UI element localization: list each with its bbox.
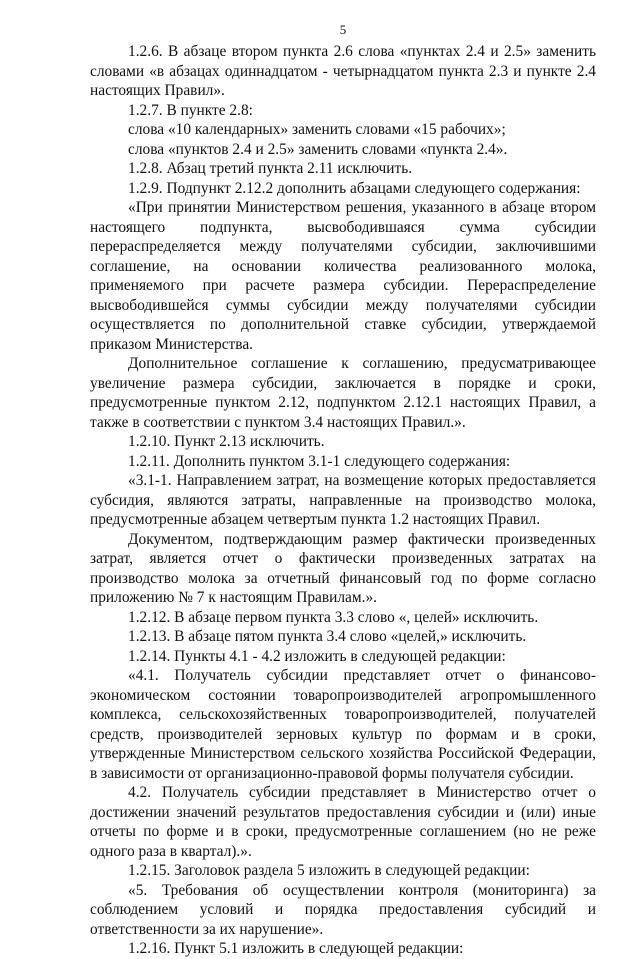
paragraph: «При принятии Министерством решения, указанного в абзаце втором настоящего подпункта, высвободившаяся сумма субсидии перераспределяется между получателями субсидии, заключившими соглашение, на основании количества реализованного молока, применяемого при расчете размера субсидии. Перераспределение высвободившейся суммы субсидии между получателями субсидии осуществляется по дополнительной ставке субсидии, утверждаемой приказом Министерства. xyxy=(90,199,596,353)
paragraph: 1.2.13. В абзаце пятом пункта 3.4 слово «целей,» исключить. xyxy=(128,628,527,645)
paragraph: 1.2.11. Дополнить пунктом 3.1-1 следующего содержания: xyxy=(128,452,511,470)
paragraph: 4.2. Получатель субсидии представляет в Министерство отчет о достижении значений результатов предоставления субсидии и (или) иные отчеты по форме и в сроки, предусмотренные соглашением (но не реже одного раза в квартал).». xyxy=(90,784,596,860)
paragraph: слова «пунктов 2.4 и 2.5» заменить словами «пункта 2.4». xyxy=(128,140,508,158)
paragraph: «3.1-1. Направлением затрат, на возмещение которых предоставляется субсидия, являются затраты, направленные на производство молока, предусмотренные абзацем четвертым пункта 1.2 настоящих Правил. xyxy=(90,472,596,528)
document-body xyxy=(90,42,596,959)
page-number: 5 xyxy=(339,22,347,37)
paragraph: 1.2.7. В пункте 2.8: xyxy=(128,101,253,119)
paragraph: 1.2.15. Заголовок раздела 5 изложить в следующей редакции: xyxy=(128,862,530,879)
paragraph: слова «10 календарных» заменить словами «15 рабочих»; xyxy=(128,121,506,138)
paragraph: 1.2.14. Пункты 4.1 - 4.2 изложить в следующей редакции: xyxy=(128,647,506,665)
paragraph: «5. Требования об осуществлении контроля (мониторинга) за соблюдением условий и порядка предоставления субсидий и ответственности за их нарушение». xyxy=(90,881,596,938)
paragraph: 1.2.9. Подпункт 2.12.2 дополнить абзацами следующего содержания: xyxy=(128,179,581,197)
paragraph: 1.2.8. Абзац третий пункта 2.11 исключить. xyxy=(128,160,413,177)
paragraph: 1.2.16. Пункт 5.1 изложить в следующей редакции: xyxy=(128,940,464,957)
paragraph: 1.2.12. В абзаце первом пункта 3.3 слово «, целей» исключить. xyxy=(128,608,539,626)
paragraph: 1.2.10. Пункт 2.13 исключить. xyxy=(128,433,325,450)
paragraph: Документом, подтверждающим размер фактически произведенных затрат, является отчет о фактически произведенных затратах на производство молока за отчетный финансовый год по форме согласно приложению № 7 к настоящим Правилам.». xyxy=(90,530,596,606)
paragraph: Дополнительное соглашение к соглашению, предусматривающее увеличение размера субсидии, заключается в порядке и сроки, предусмотренные пунктом 2.12, подпунктом 2.12.1 настоящих Правил, а также в соответствии с пунктом 3.4 настоящих Правил.». xyxy=(90,355,596,431)
paragraph: «4.1. Получатель субсидии представляет отчет о финансово-экономическом состоянии товаропроизводителей агропромышленного комплекса, сельскохозяйственных товаропроизводителей, получателей средств, производителей зерновых культур по формам и в сроки, утвержденные Министерством сельского хозяйства Российской Федерации, в зависимости от организационно-правовой формы получателя субсидии. xyxy=(90,667,596,782)
paragraph: 1.2.6. В абзаце втором пункта 2.6 слова «пунктах 2.4 и 2.5» заменить словами «в абзацах одиннадцатом - четырнадцатом пункта 2.3 и пункте 2.4 настоящих Правил». xyxy=(90,43,596,99)
